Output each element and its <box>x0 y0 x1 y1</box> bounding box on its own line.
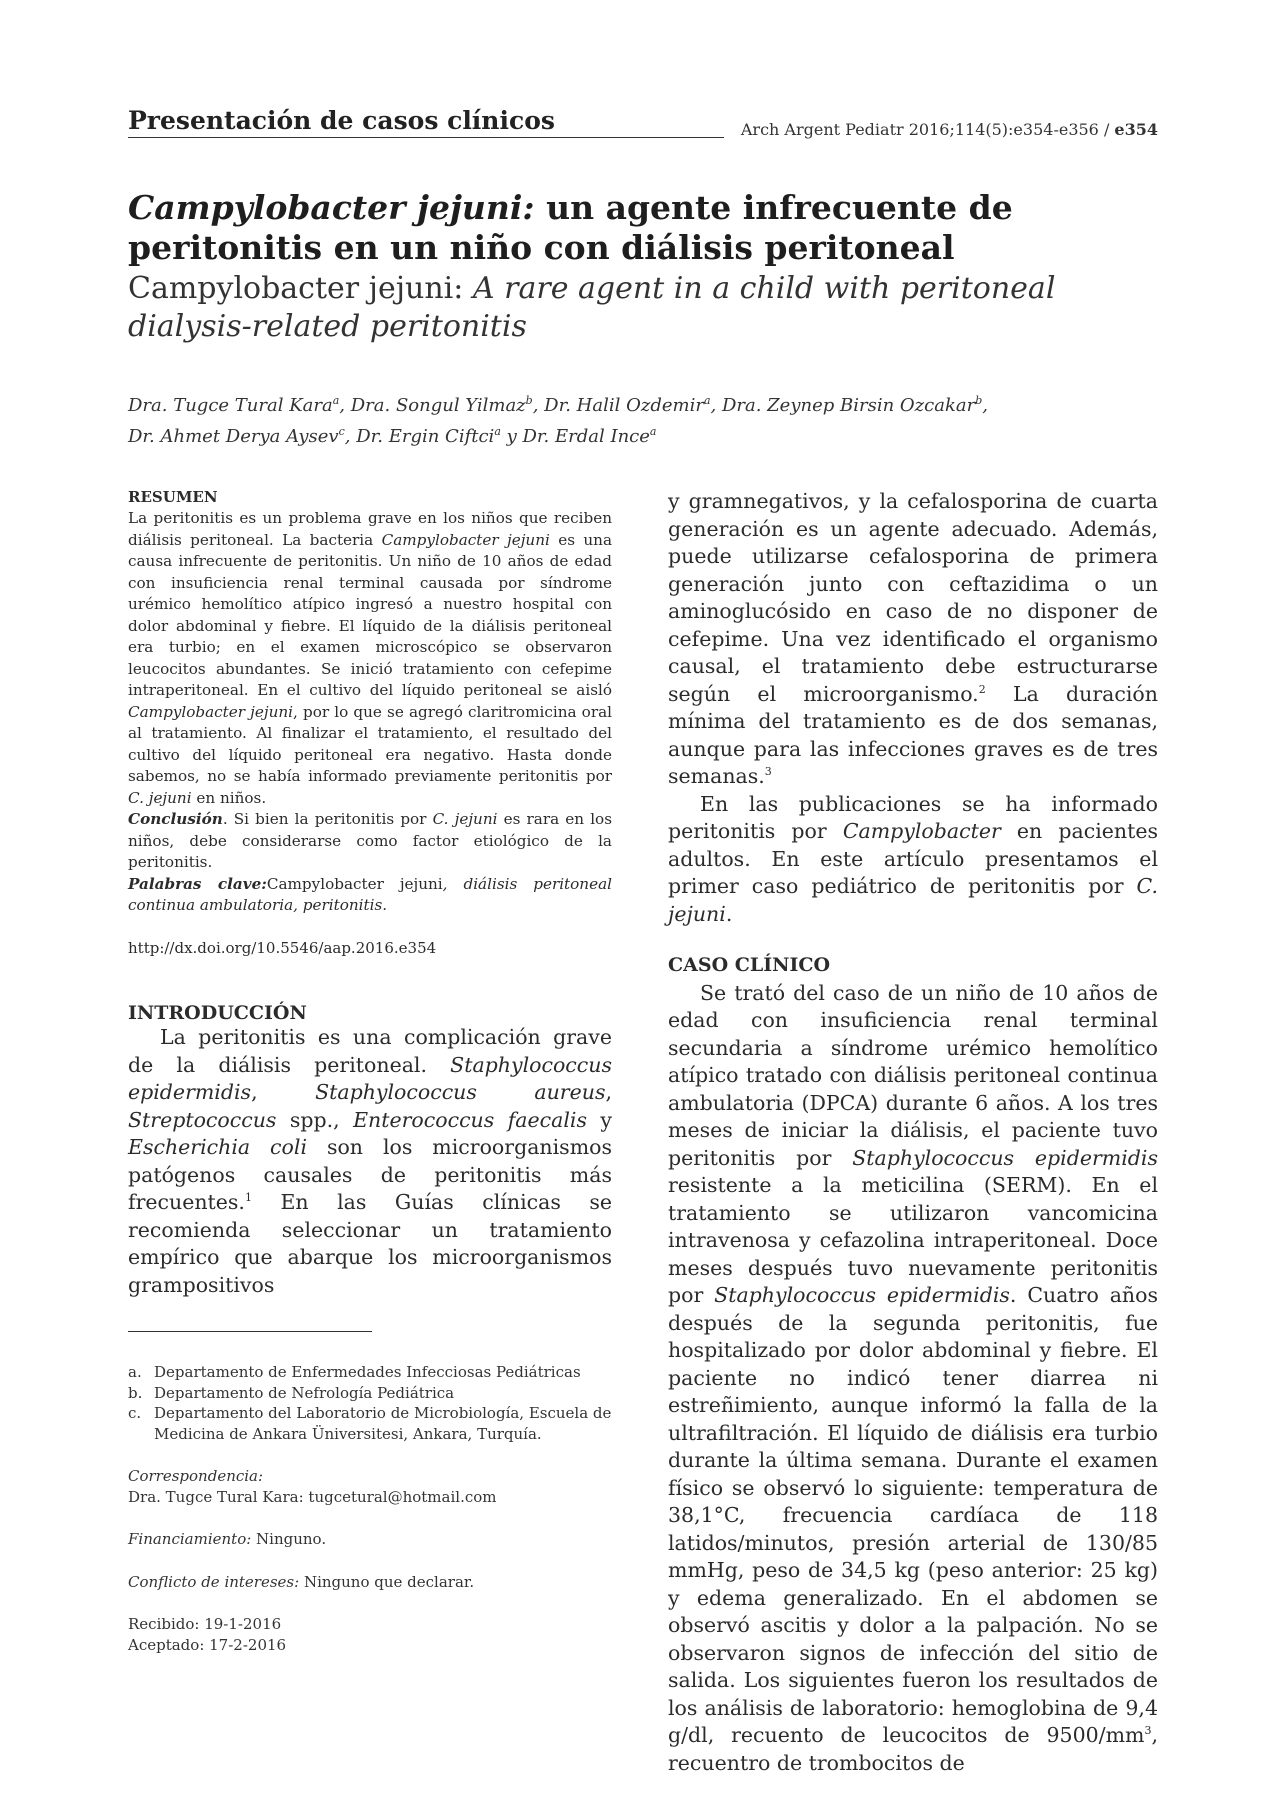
abstract-paragraph: La peritonitis es un problema grave en los niños que reciben diálisis peritoneal. La bacteria Campylobacter jejuni es una causa infrecuente de peritonitis. Un niño de 10 años de edad con insuficiencia renal terminal causada por síndrome urémico hemolítico atípico ingresó a nuestro hospital con dolor abdominal y fiebre. El líquido de la diálisis peritoneal era turbio; en el examen microscópico se observaron leucocitos abundantes. Se inició tratamiento con cefepime intraperitoneal. En el cultivo del líquido peritoneal se aisló Campylobacter jejuni, por lo que se agregó claritromicina oral al tratamiento. Al finalizar el tratamiento, el resultado del cultivo del líquido peritoneal era negativo. Hasta donde sabemos, no se había informado previamente peritonitis por C. jejuni en niños. <box>128 509 613 807</box>
abstract-keywords: Palabras clave:Campylobacter jejuni, diálisis peritoneal continua ambulatoria, peritonitis. <box>128 874 612 914</box>
author: Dr. Ergin Ciftci$^a$ y <box>356 425 523 447</box>
article-subtitle <box>128 270 1158 346</box>
case-paragraph: Se trató del caso de un niño de 10 años de edad con insuficiencia renal terminal secundaria a síndrome urémico hemolítico atípico tratado con diálisis peritoneal continua ambulatoria (DPCA) durante 6 años. A los tres meses de iniciar la diálisis, el paciente tuvo peritonitis por Staphylococcus epidermidis resistente a la meticilina (SERM). En el tratamiento se utilizaron vancomicina intravenosa y cefazolina intraperitoneal. Doce meses después tuvo nuevamente peritonitis por Staphylococcus epidermidis. Cuatro años después de la segunda peritonitis, fue hospitalizado por dolor abdominal y fiebre. El paciente no indicó tener diarrea ni estreñimiento, aunque informó la falla de la ultrafiltración. El líquido de diálisis era turbio durante la última semana. Durante el examen físico se observó lo siguiente: temperatura de 38,1°C, frecuencia cardíaca de 118 latidos/minutos, presión arterial de 130/85 mmHg, peso de 34,5 kg (peso anterior: 25 kg) y edema generalizado. En el abdomen se observó ascitis y dolor a la palpación. No se observaron signos de infección del sitio de salida. Los siguientes fueron los resultados de los análisis de laboratorio: hemoglobina de 9,4 g/dl, recuento de leucocitos de $9500/mm^3$, recuentro de trombocitos de <box>668 980 1158 1775</box>
intro-paragraph-2: En las publicaciones se ha informado peritonitis por Campylobacter en pacientes adultos. En este artículo presentamos el primer caso pediátrico de peritonitis por C. jejuni. <box>668 791 1158 926</box>
introduction-paragraph: La peritonitis es una complicación grave de la diálisis peritoneal. Staphylococcus epidermidis, Staphylococcus aureus, Streptococcus spp., Enterococcus faecalis y Escherichia coli son los microorganismos patógenos causales de peritonitis más frecuentes.$^1$ En las Guías clínicas se recomienda seleccionar un tratamiento empírico que abarque los microorganismos grampositivos <box>128 1025 612 1297</box>
reference-marker[interactable]: 3 <box>764 765 772 779</box>
section-rule <box>128 137 724 138</box>
section-label: Presentación de casos clínicos <box>128 106 555 135</box>
correspondence <box>128 1466 612 1507</box>
title-rest: un agente infrecuente de peritonitis en un niño con diálisis peritoneal <box>128 188 1013 267</box>
footnotes <box>128 1362 612 1655</box>
doi-link[interactable]: http://dx.doi.org/10.5546/aap.2016.e354 <box>128 938 437 957</box>
received-date: Recibido: 19-1-2016 <box>128 1615 282 1633</box>
affiliation-item: a. Departamento de Enfermedades Infecciosas Pediátricas <box>128 1363 581 1381</box>
introduction-heading: INTRODUCCIÓN <box>128 1002 307 1024</box>
journal-citation <box>741 120 1158 139</box>
citation-text: Arch Argent Pediatr 2016;114(5):e354-e356 <box>740 120 1099 139</box>
dates <box>128 1614 612 1655</box>
abstract-conclusion: Conclusión. Si bien la peritonitis por C. jejuni es rara en los niños, debe considerarse como factor etiológico de la peritonitis. <box>128 810 612 871</box>
article-title <box>128 188 1158 268</box>
author-list <box>128 390 1158 452</box>
reference-marker[interactable]: 2 <box>978 682 986 696</box>
author: Dr. Halil Ozdemir$^a$, <box>544 394 722 416</box>
case-heading: CASO CLÍNICO <box>668 954 831 976</box>
reference-marker[interactable]: 1 <box>244 1191 252 1205</box>
subtitle-italic: A rare agent in a child with peritoneal dialysis-related peritonitis <box>128 271 1056 344</box>
introduction-section <box>128 1002 612 1299</box>
author: Dr. Ahmet Derya Aysev$^c$, <box>128 425 357 447</box>
conflict-of-interest: Conflicto de intereses: Ninguno que declarar. <box>128 1572 475 1591</box>
accepted-date: Aceptado: 17-2-2016 <box>128 1635 287 1654</box>
intro-continuation: y gramnegativos, y la cefalosporina de cuarta generación es un agente adecuado. Además, puede utilizarse cefalosporina de primera generación junto con ceftazidima o un aminoglucósido en caso de no disponer de cefepime. Una vez identificado el organismo causal, el tratamiento debe estructurarse según el microorganismo.$^2$ La duración mínima del tratamiento es de dos semanas, aunque para las infecciones graves es de tres semanas.$^3$ <box>668 489 1158 788</box>
author: Dra. Songul Yilmaz$^b$, <box>350 394 545 416</box>
citation-separator: / <box>1098 120 1115 139</box>
footnote-rule <box>128 1331 372 1332</box>
abstract-text <box>128 508 612 917</box>
subtitle-plain: Campylobacter jejuni: <box>128 271 473 306</box>
abstract-block <box>128 488 612 957</box>
author: Dra. Tugce Tural Kara$^a$, <box>128 394 351 416</box>
correspondence-text[interactable]: Dra. Tugce Tural Kara: tugcetural@hotmail.com <box>128 1487 497 1506</box>
affiliation-item: b. Departamento de Nefrología Pediátrica <box>128 1383 455 1402</box>
correspondence-label: Correspondencia: <box>128 1467 264 1485</box>
author: Dra. Zeynep Birsin Ozcakar$^b$, <box>721 394 988 416</box>
affiliation-item: c. Departamento del Laboratorio de Microbiología, Escuela de Medicina de Ankara Üniversitesi, Ankara, Turquía. <box>128 1404 612 1443</box>
funding: Financiamiento: Ninguno. <box>128 1530 327 1548</box>
abstract-heading: RESUMEN <box>128 488 218 506</box>
author: Dr. Erdal Ince$^a$ <box>522 425 657 447</box>
page-number: e354 <box>1114 120 1158 139</box>
right-column <box>668 488 1158 1777</box>
title-italic: Campylobacter jejuni: <box>128 188 535 227</box>
